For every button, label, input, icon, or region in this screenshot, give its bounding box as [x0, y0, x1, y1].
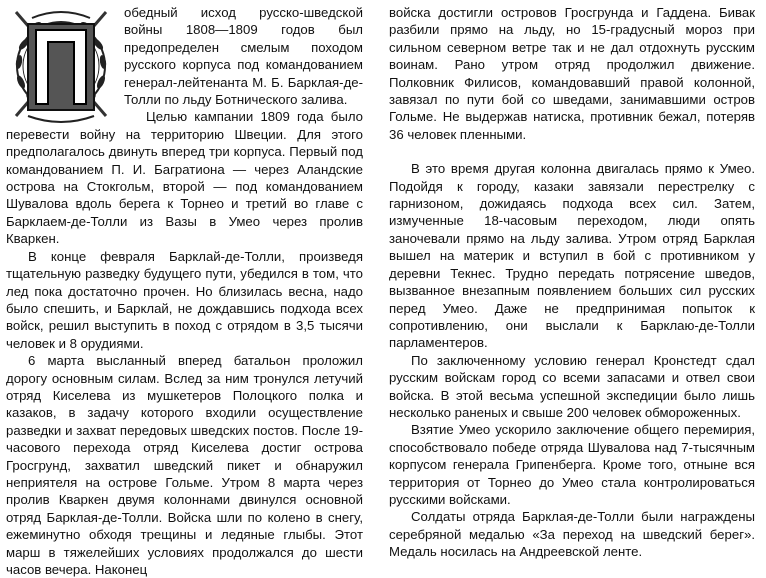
- ornamental-dropcap: [6, 4, 116, 124]
- paragraph: Солдаты отряда Барклая-де-Толли были награждены серебряной медалью «За переход на шведский берег». Медаль носилась на Андреевской ленте.: [389, 509, 755, 560]
- laurel-wreath-icon: [6, 4, 116, 124]
- paragraph: В это время другая колонна двигалась прямо к Умео. Подойдя к городу, казаки завязали перестрелку с гарнизоном, дожидаясь подхода всех сил. Затем, измученные 18-часовым переходом, люди опять заночевали прямо на льду залива. Утром отряд Барклая вышел на материк и вступил в бой с противником у деревни Текнес. Трудно передать потрясение шведов, вызванное внезапным появлением больших сил русских перед Умео. Даже не предпринимая попыток к сопротивлению, они выслали к Барклаю-де-Толли парламентеров.: [389, 161, 755, 351]
- paragraph: 6 марта высланный вперед батальон проложил дорогу основным силам. Вслед за ним тронулся летучий отряд Киселева из мушкетеров Полоцкого полка и казаков, в задачу которого входили осуществление разведки и захват передовых шведских постов. После 19-часового перехода отряд Киселева достиг острова Гросгрунд, захватил шведский пикет и обнаружил неприятеля на острове Гольме. Утром 8 марта через пролив Кваркен двумя колоннами двинулся основной отряд Барклая-де-Толли. Войска шли по колено в снегу, ежеминутно обходя трещины и ледяные глыбы. Этот марш в тяжелейших условиях продолжался до шести часов вечера. Наконец: [6, 353, 363, 577]
- right-column: [389, 4, 755, 561]
- paragraph: По заключенному условию генерал Кронстедт сдал русским войскам город со всеми запасами и отвел свои войска. В этой весьма успешной экспедиции было лишь несколько раненых и свыше 200 человек обмороженных.: [389, 352, 755, 420]
- paragraph-gap: [389, 143, 755, 160]
- left-column: [6, 4, 363, 578]
- paragraph: Взятие Умео ускорило заключение общего перемирия, способствовало победе отряда Шувалова над 7-тысячным корпусом генерала Грипенберга. Кроме того, отныне вся территория от Торнео до Умео стала контролироваться русскими войсками.: [389, 422, 755, 507]
- paragraph: В конце февраля Барклай-де-Толли, произведя тщательную разведку будущего пути, убедился в том, что лед пока достаточно прочен. Но близилась весна, надо было спешить, и Барклай, не дождавшись подхода всех войск, решил выступить в поход с отрядом в 3,5 тысячи человек и 8 орудиями.: [6, 248, 363, 351]
- paragraph: Целью кампании 1809 года было перевести войну на территорию Швеции. Для этого предполагалось двинуть вперед три корпуса. Первый под командованием П. И. Багратиона — через Аландские острова на Стокгольм, второй — под командованием Шувалова вдоль берега к Торнео и третий во главе с Барклаем-де-Толли из Вазы в Умео через пролив Кваркен.: [6, 109, 363, 247]
- paragraph: обедный исход русско-шведской войны 1808—1809 годов был предопределен смелым походом русского корпуса под командованием генерал-лейтенанта М. Б. Барклая-де-Толли по льду Ботнического залива.: [124, 5, 363, 108]
- paragraph: войска достигли островов Гросгрунда и Гаддена. Бивак разбили прямо на льду, но 15-градусный мороз при сильном северном ветре так и не дал отдохнуть русским воинам. Рано утром отряд продолжил движение. Полковник Филисов, командовавший правой колонной, завязал по пути бой со шведами, занимавшими остров Гольме. Не выдержав натиска, противник бежал, потеряв 36 человек пленными.: [389, 5, 755, 142]
